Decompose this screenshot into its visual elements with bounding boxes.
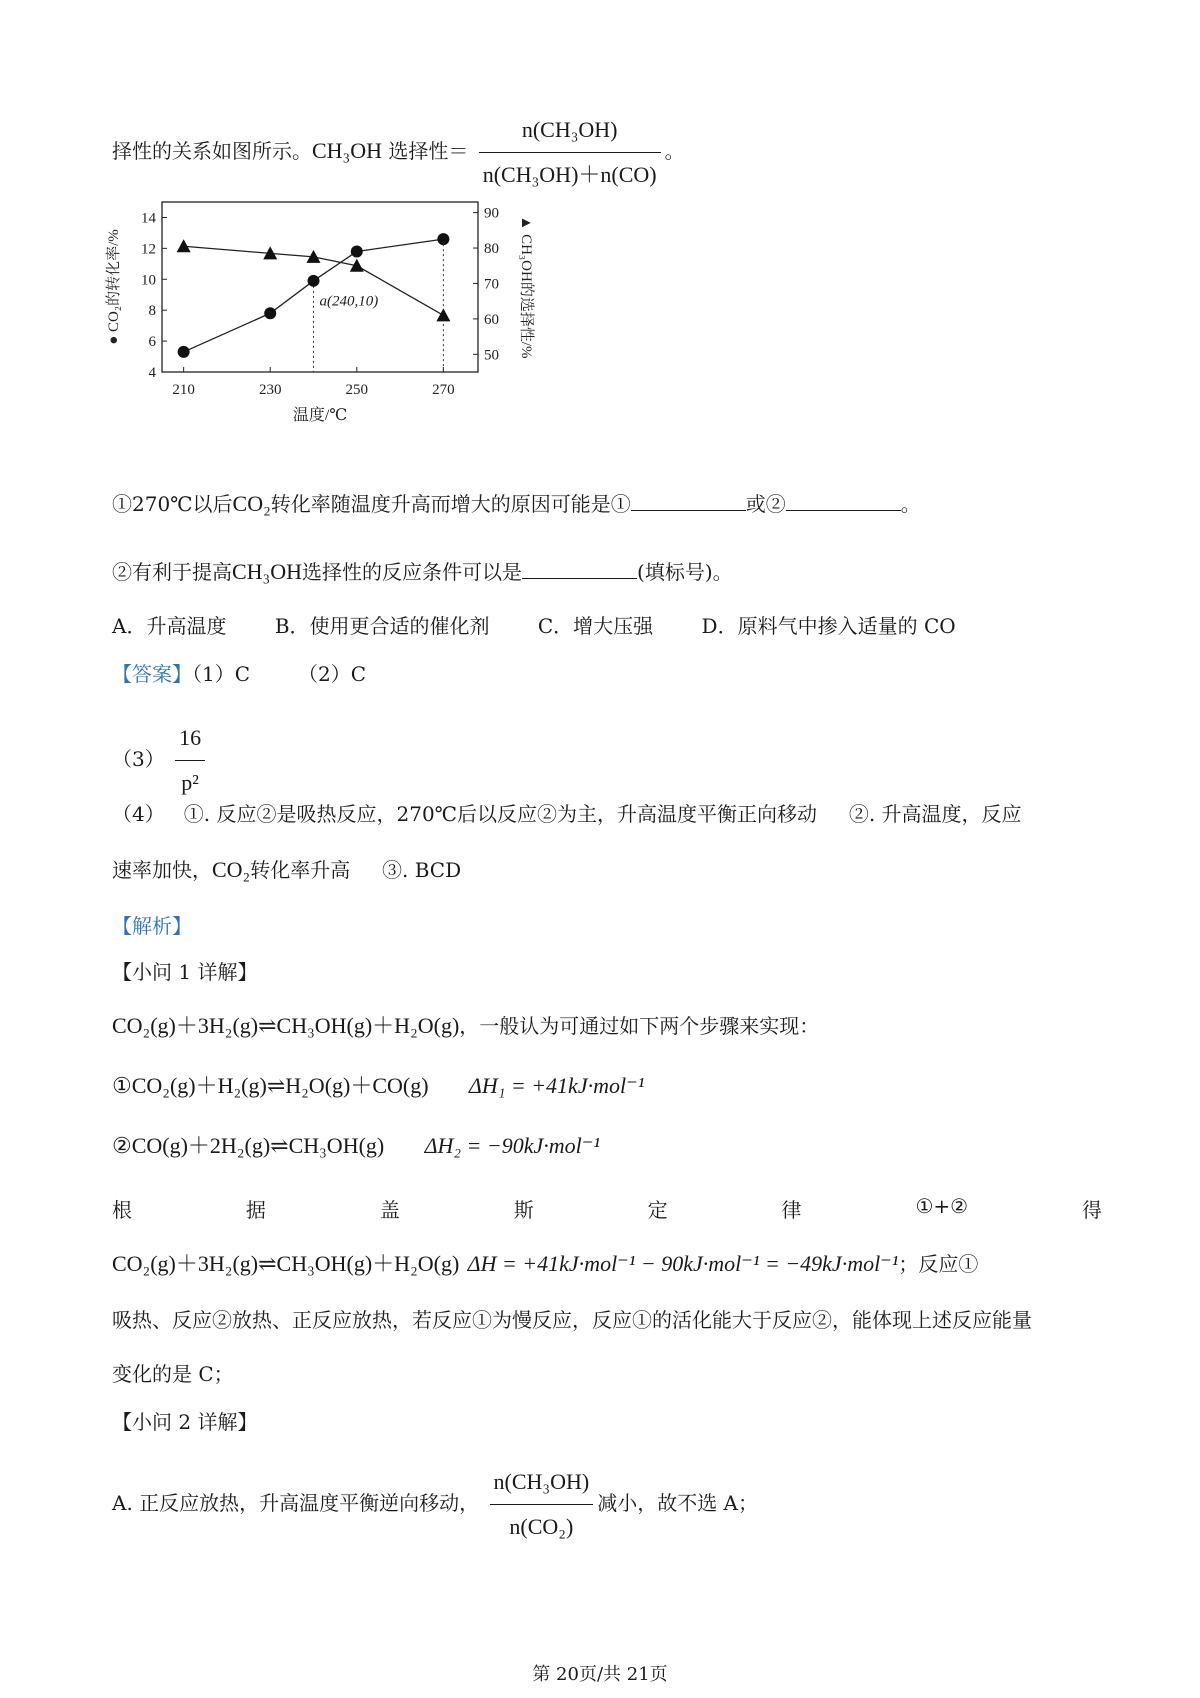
conversion-point <box>437 233 449 245</box>
x-axis-label: 温度/℃ <box>292 407 348 424</box>
step-2-equation: ②CO(g)＋2H₂(g)⇌CH₃OH(g) ΔH₂ = −90kJ·mol⁻¹ <box>112 1133 600 1158</box>
right-tick-label: 90 <box>484 205 499 222</box>
analysis-tag: 【解析】 <box>112 914 192 938</box>
conversion-selectivity-chart <box>100 190 540 460</box>
sub-question-1-heading: 【小问 1 详解】 <box>112 960 258 984</box>
hess-law-words: 根 据 盖 斯 定 律 ①+② 得 <box>112 1194 1102 1222</box>
answer-tag: 【答案】 <box>112 662 192 686</box>
answer-4-line-2: 速率加快，CO₂转化率升高 ③. BCD <box>112 857 462 882</box>
question-2: ②有利于提高CH₃OH选择性的反应条件可以是 (填标号)。 <box>112 559 733 584</box>
plot-frame <box>162 202 478 372</box>
point-a-annotation: a(240,10) <box>319 293 379 310</box>
option-a: A．升高温度 <box>112 614 227 638</box>
conversion-point <box>264 307 276 319</box>
left-tick-label: 4 <box>148 365 156 381</box>
intro-line: 择性的关系如图所示。CH₃OH 选择性＝ $\frac{\text{n(CH₃OH)}}{\text{n(CH₃OH)＋n(CO)}}$ 。 <box>112 110 685 195</box>
answer-blank-1[interactable] <box>631 490 746 511</box>
answer-line: 【答案】（1）C （2）C <box>112 662 367 686</box>
conversion-point <box>178 346 190 358</box>
sub-question-2-heading: 【小问 2 详解】 <box>112 1410 258 1434</box>
left-tick-label: 6 <box>148 334 156 351</box>
ratio-fraction: $\frac{\text{n(CH₃OH)}}{\text{n(CO₂)}}$ <box>490 1462 594 1547</box>
answer-blank-2[interactable] <box>786 490 901 511</box>
right-axis-label: ▲ CH₃OH的选择性/% <box>518 215 534 359</box>
selectivity-point <box>177 239 191 252</box>
answer-4-line-1: （4） ①. 反应②是吸热反应，270℃后以反应②为主，升高温度平衡正向移动 ②. 升高温度，反应 <box>112 802 1022 826</box>
x-tick-label: 250 <box>345 382 369 398</box>
left-tick-label: 10 <box>141 272 156 289</box>
selectivity-fraction: $\frac{\text{n(CH₃OH)}}{\text{n(CH₃OH)＋n(CO)}}$ <box>479 110 661 195</box>
analysis-line-b: 变化的是 C； <box>112 1362 234 1386</box>
step-1-equation: ①CO₂(g)＋H₂(g)⇌H₂O(g)＋CO(g) ΔH₁ = +41kJ·mol⁻¹ <box>112 1073 645 1098</box>
left-tick-label: 8 <box>148 303 156 320</box>
selectivity-point <box>436 308 450 321</box>
options-row <box>112 612 956 640</box>
right-tick-label: 50 <box>484 347 499 364</box>
ch3oh-formula: CH₃OH <box>312 138 383 163</box>
x-tick-label: 210 <box>172 382 195 398</box>
hess-result-line: CO₂(g)＋3H₂(g)⇌CH₃OH(g)＋H₂O(g) ΔH = +41kJ·mol⁻¹ − 90kJ·mol⁻¹ = −49kJ·mol⁻¹；反应① <box>112 1251 979 1276</box>
left-axis-label: ● CO₂的转化率/% <box>106 229 122 345</box>
answer-3: （3） $\frac{16}{\text{p²}}$ <box>112 718 209 803</box>
analysis-line-c: A. 正反应放热，升高温度平衡逆向移动， $\frac{\text{n(CH₃OH)}}{\text{n(CO₂)}}$ 减小，故不选 A； <box>112 1462 758 1547</box>
page-footer: 第 20页/共 21页 <box>532 1664 668 1685</box>
conversion-point <box>351 245 363 257</box>
left-tick-label: 12 <box>141 241 156 258</box>
question-1: ①270℃以后CO₂转化率随温度升高而增大的原因可能是① 或② 。 <box>112 491 921 516</box>
analysis-line-a: 吸热、反应②放热、正反应放热，若反应①为慢反应，反应①的活化能大于反应②，能体现上述反应能量 <box>112 1308 1032 1332</box>
x-tick-label: 230 <box>258 382 282 398</box>
option-d: D．原料气中掺入适量的 CO <box>701 614 956 638</box>
x-tick-label: 270 <box>432 382 455 398</box>
right-tick-label: 80 <box>484 241 499 258</box>
right-tick-label: 60 <box>484 311 499 328</box>
option-c: C．增大压强 <box>537 614 654 638</box>
conversion-point <box>308 275 320 287</box>
answer-blank-3[interactable] <box>522 558 637 579</box>
answer-3-fraction: $\frac{16}{\text{p²}}$ <box>175 718 205 803</box>
main-equation-line: CO₂(g)＋3H₂(g)⇌CH₃OH(g)＋H₂O(g)，一般认为可通过如下两个步骤来实现： <box>112 1013 820 1038</box>
option-b: B．使用更合适的催化剂 <box>274 614 490 638</box>
right-tick-label: 70 <box>484 276 499 293</box>
left-tick-label: 14 <box>141 210 156 227</box>
